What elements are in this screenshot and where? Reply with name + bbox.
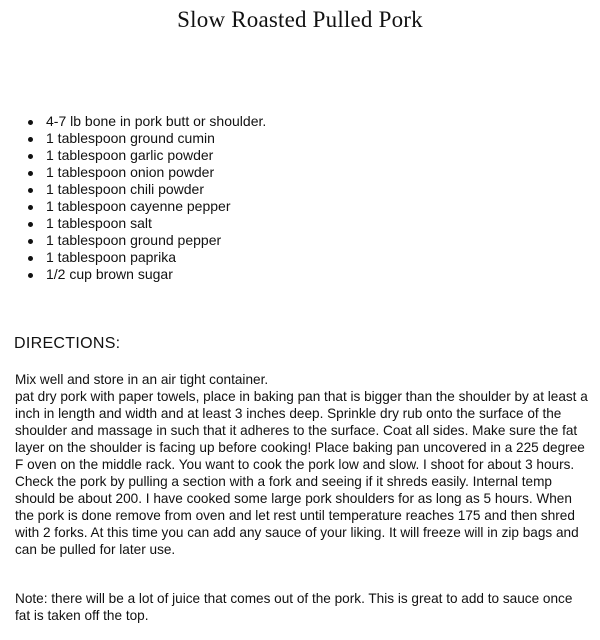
ingredient-text: 1 tablespoon garlic powder <box>46 147 214 163</box>
ingredient-text: 1 tablespoon ground pepper <box>46 232 222 248</box>
ingredient-text: 1/2 cup brown sugar <box>46 266 173 282</box>
list-item <box>26 113 266 130</box>
bullet-icon <box>28 154 33 159</box>
list-item <box>26 147 266 164</box>
bullet-icon <box>28 239 33 244</box>
list-item <box>26 130 266 147</box>
ingredient-text: 1 tablespoon cayenne pepper <box>46 198 231 214</box>
bullet-icon <box>28 137 33 142</box>
bullet-icon <box>28 256 33 261</box>
list-item <box>26 266 266 283</box>
ingredient-text: 4-7 lb bone in pork butt or shoulder. <box>46 113 267 129</box>
recipe-note: Note: there will be a lot of juice that comes out of the pork. This is great to add to sauce once fat is taken off the top. <box>15 591 573 623</box>
list-item <box>26 181 266 198</box>
list-item <box>26 232 266 249</box>
ingredient-text: 1 tablespoon chili powder <box>46 181 204 197</box>
cooking-instructions: pat dry pork with paper towels, place in baking pan that is bigger than the shoulder by at least a inch in length and width and at least 3 inches deep. Sprinkle dry rub onto the surface of the shoulder and massage in such that it adheres to the surface. Coat all sides. Make sure the fat layer on the shoulder is facing up before cooking! Place baking pan uncovered in a 225 degree F oven on the middle rack. You want to cook the pork low and slow. I shoot for about 3 hours. Check the pork by pulling a section with a fork and seeing if it shreds easily. Internal temp should be about 200. I have cooked some large pork shoulders for as long as 5 hours. When the pork is done remove from oven and let rest until temperature reaches 175 and then shred with 2 forks. At this time you can add any sauce of your liking. It will freeze will in zip bags and can be pulled for later use. <box>15 389 588 557</box>
list-item <box>26 198 266 215</box>
list-item <box>26 164 266 181</box>
ingredient-list <box>26 113 266 283</box>
ingredient-text: 1 tablespoon paprika <box>46 249 176 265</box>
recipe-title: Slow Roasted Pulled Pork <box>177 7 423 32</box>
bullet-icon <box>28 171 33 176</box>
list-item <box>26 249 266 266</box>
bullet-icon <box>28 188 33 193</box>
ingredient-text: 1 tablespoon onion powder <box>46 164 215 180</box>
directions-heading: DIRECTIONS: <box>14 335 121 352</box>
ingredient-text: 1 tablespoon salt <box>46 215 152 231</box>
mix-instruction: Mix well and store in an air tight container. <box>15 372 269 387</box>
bullet-icon <box>28 222 33 227</box>
directions-text <box>15 371 590 558</box>
bullet-icon <box>28 120 33 125</box>
bullet-icon <box>28 205 33 210</box>
list-item <box>26 215 266 232</box>
bullet-icon <box>28 273 33 278</box>
ingredient-text: 1 tablespoon ground cumin <box>46 130 215 146</box>
